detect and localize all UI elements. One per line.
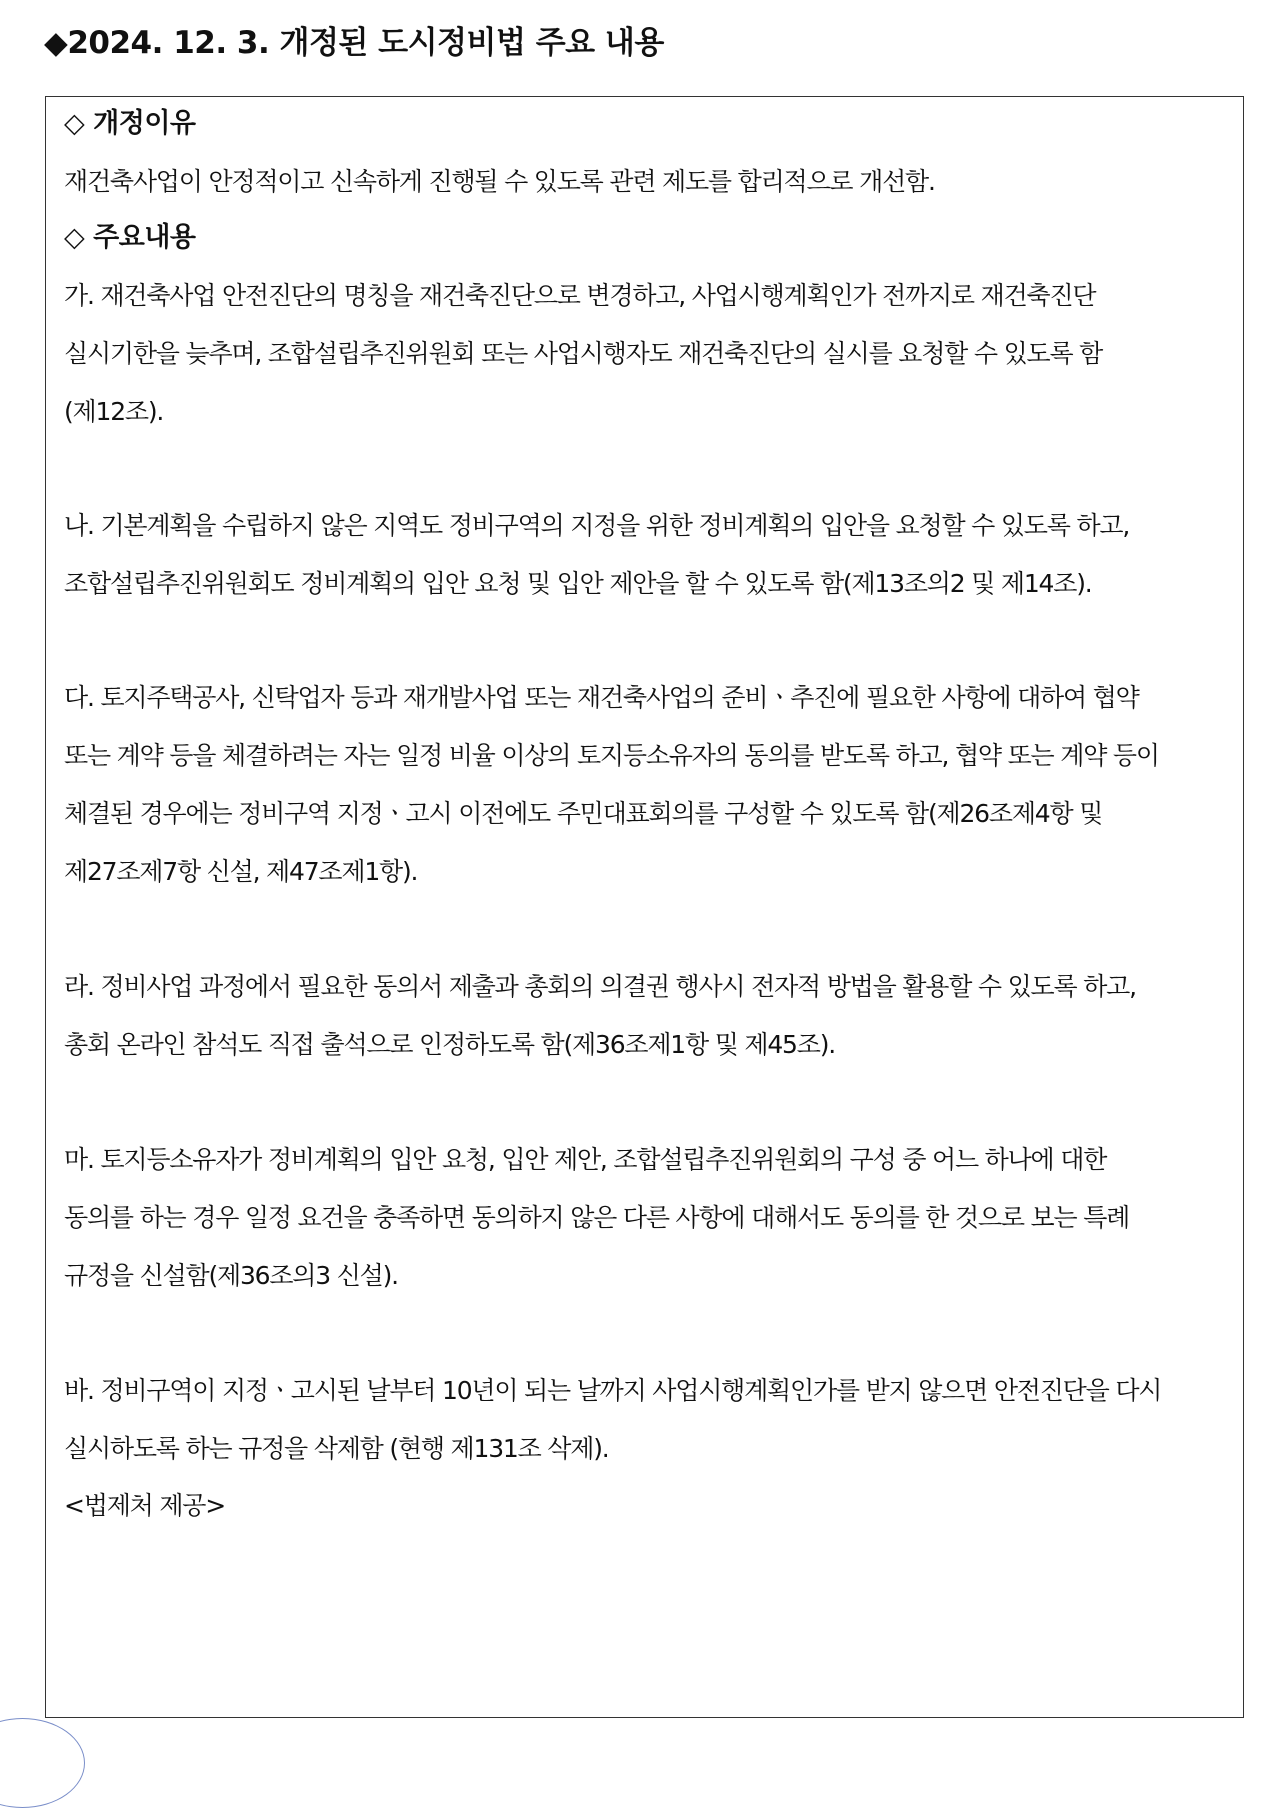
item-da-line-1: 다. 토지주택공사, 신탁업자 등과 재개발사업 또는 재건축사업의 준비ㆍ추진에 필요한 사항에 대하여 협약 bbox=[64, 683, 1139, 712]
item-na-line-2: 조합설립추진위원회도 정비계획의 입안 요청 및 입안 제안을 할 수 있도록 함(제13조의2 및 제14조). bbox=[64, 569, 1092, 598]
item-ma-line-1: 마. 토지등소유자가 정비계획의 입안 요청, 입안 제안, 조합설립추진위원회의 구성 중 어느 하나에 대한 bbox=[64, 1145, 1107, 1174]
corner-arc-decoration bbox=[0, 1718, 85, 1808]
item-ma-line-3: 규정을 신설함(제36조의3 신설). bbox=[64, 1261, 398, 1290]
item-da-line-2: 또는 계약 등을 체결하려는 자는 일정 비율 이상의 토지등소유자의 동의를 받도록 하고, 협약 또는 계약 등이 bbox=[64, 741, 1159, 770]
item-ma-line-2: 동의를 하는 경우 일정 요건을 충족하면 동의하지 않은 다른 사항에 대해서도 동의를 한 것으로 보는 특례 bbox=[64, 1203, 1130, 1232]
content-box bbox=[45, 96, 1244, 1718]
item-na-line-1: 나. 기본계획을 수립하지 않은 지역도 정비구역의 지정을 위한 정비계획의 입안을 요청할 수 있도록 하고, bbox=[64, 511, 1130, 540]
reason-text: 재건축사업이 안정적이고 신속하게 진행될 수 있도록 관련 제도를 합리적으로 개선함. bbox=[64, 167, 935, 196]
item-ra-line-1: 라. 정비사업 과정에서 필요한 동의서 제출과 총회의 의결권 행사시 전자적 방법을 활용할 수 있도록 하고, bbox=[64, 972, 1136, 1001]
item-ra-line-2: 총회 온라인 참석도 직접 출석으로 인정하도록 함(제36조제1항 및 제45조). bbox=[64, 1030, 836, 1059]
item-ga-line-1: 가. 재건축사업 안전진단의 명칭을 재건축진단으로 변경하고, 사업시행계획인가 전까지로 재건축진단 bbox=[64, 281, 1096, 310]
item-da-line-3: 체결된 경우에는 정비구역 지정ㆍ고시 이전에도 주민대표회의를 구성할 수 있도록 함(제26조제4항 및 bbox=[64, 799, 1103, 828]
item-ba-line-1: 바. 정비구역이 지정ㆍ고시된 날부터 10년이 되는 날까지 사업시행계획인가를 받지 않으면 안전진단을 다시 bbox=[64, 1376, 1162, 1405]
item-ga-line-3: (제12조). bbox=[64, 397, 164, 426]
main-heading: ◇ 주요내용 bbox=[64, 222, 196, 253]
page-title: ◆2024. 12. 3. 개정된 도시정비법 주요 내용 bbox=[44, 25, 664, 61]
item-ba-line-2: 실시하도록 하는 규정을 삭제함 (현행 제131조 삭제). bbox=[64, 1434, 609, 1463]
reason-heading: ◇ 개정이유 bbox=[64, 108, 196, 139]
item-da-line-4: 제27조제7항 신설, 제47조제1항). bbox=[64, 857, 418, 886]
item-ga-line-2: 실시기한을 늦추며, 조합설립추진위원회 또는 사업시행자도 재건축진단의 실시를 요청할 수 있도록 함 bbox=[64, 339, 1103, 368]
source-note: <법제처 제공> bbox=[64, 1491, 225, 1520]
